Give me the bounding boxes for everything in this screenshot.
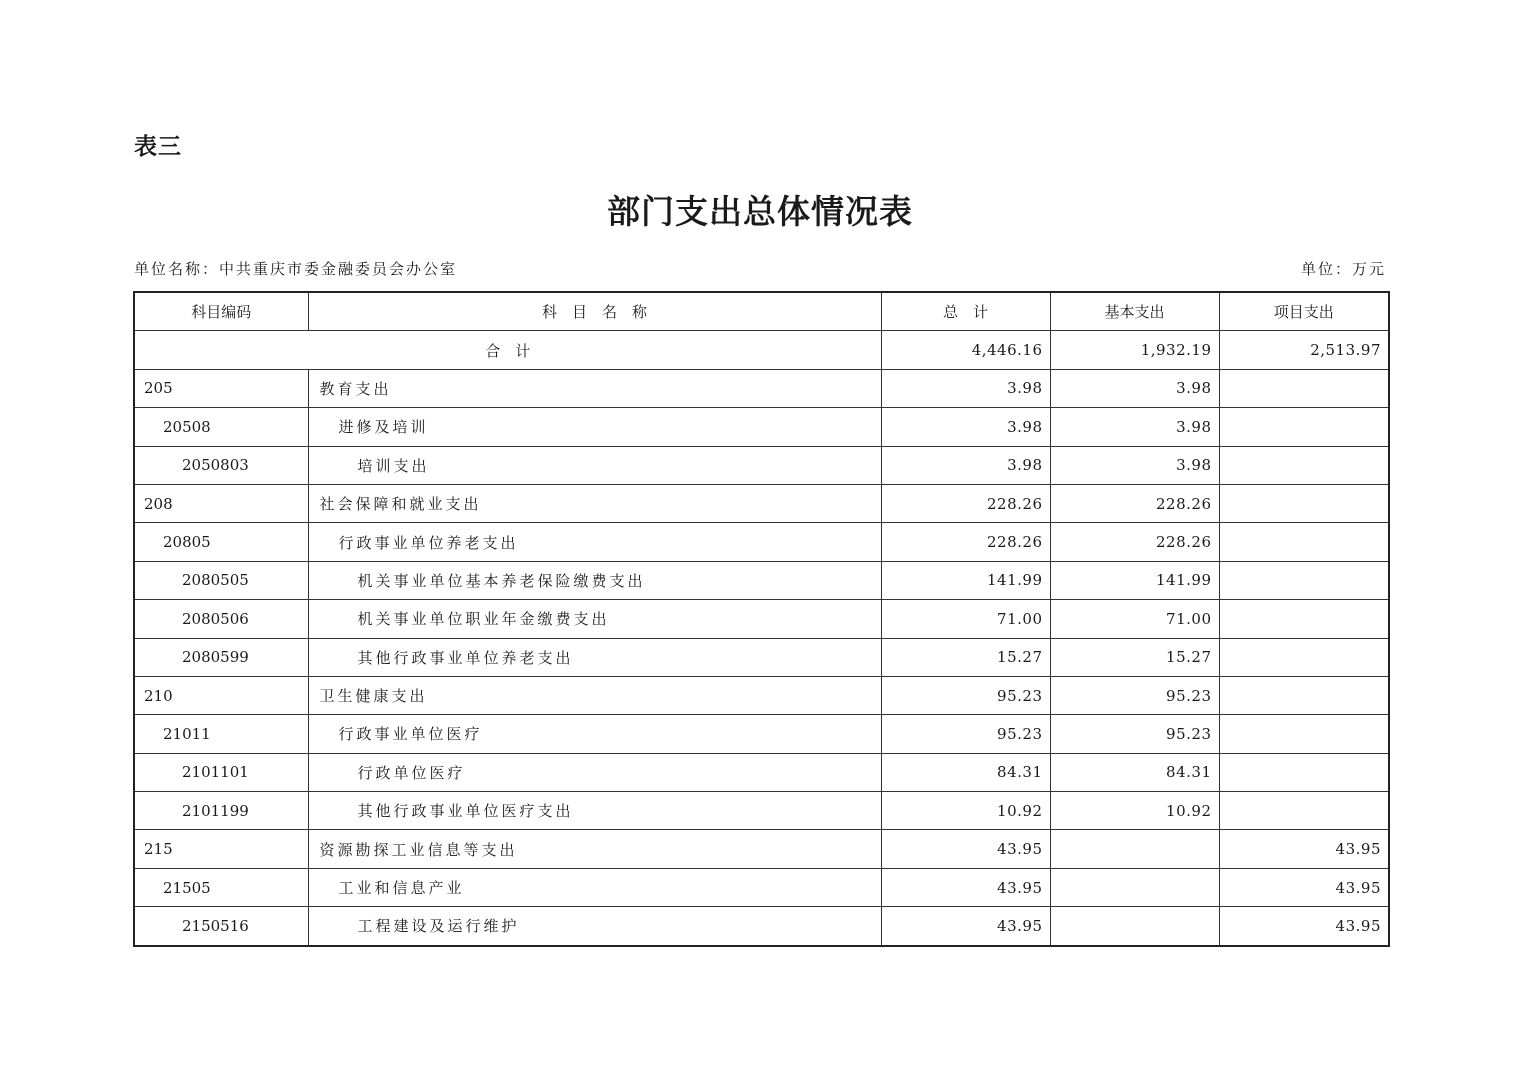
table-row bbox=[134, 907, 1389, 946]
expenditure-table bbox=[133, 291, 1390, 947]
column-header-total: 总 计 bbox=[881, 292, 1050, 331]
code-cell: 205 bbox=[134, 369, 308, 407]
table-row bbox=[134, 408, 1389, 446]
table-row bbox=[134, 446, 1389, 484]
code-cell: 208 bbox=[134, 484, 308, 522]
total-cell: 43.95 bbox=[881, 830, 1050, 868]
table-header bbox=[134, 292, 1389, 331]
total-cell: 228.26 bbox=[881, 523, 1050, 561]
name-cell: 培训支出 bbox=[308, 446, 881, 484]
basic-cell: 15.27 bbox=[1050, 638, 1219, 676]
total-cell: 3.98 bbox=[881, 446, 1050, 484]
total-cell: 95.23 bbox=[881, 715, 1050, 753]
basic-cell: 141.99 bbox=[1050, 561, 1219, 599]
name-cell: 其他行政事业单位医疗支出 bbox=[308, 792, 881, 830]
basic-cell bbox=[1050, 907, 1219, 946]
basic-cell bbox=[1050, 868, 1219, 906]
code-cell: 20805 bbox=[134, 523, 308, 561]
column-header-project: 项目支出 bbox=[1219, 292, 1389, 331]
basic-cell: 3.98 bbox=[1050, 446, 1219, 484]
basic-cell: 228.26 bbox=[1050, 523, 1219, 561]
total-cell: 84.31 bbox=[881, 753, 1050, 791]
basic-cell: 95.23 bbox=[1050, 676, 1219, 714]
code-cell: 21011 bbox=[134, 715, 308, 753]
unit-name: 单位名称：中共重庆市委金融委员会办公室 bbox=[134, 260, 458, 278]
code-cell: 2050803 bbox=[134, 446, 308, 484]
code-cell: 215 bbox=[134, 830, 308, 868]
code-cell: 2101101 bbox=[134, 753, 308, 791]
project-cell bbox=[1219, 638, 1389, 676]
project-cell bbox=[1219, 753, 1389, 791]
total-cell: 95.23 bbox=[881, 676, 1050, 714]
basic-cell: 3.98 bbox=[1050, 408, 1219, 446]
code-cell: 2080506 bbox=[134, 600, 308, 638]
table-row bbox=[134, 676, 1389, 714]
name-cell: 教育支出 bbox=[308, 369, 881, 407]
code-cell: 2101199 bbox=[134, 792, 308, 830]
project-cell bbox=[1219, 446, 1389, 484]
table-row bbox=[134, 561, 1389, 599]
name-cell: 工业和信息产业 bbox=[308, 868, 881, 906]
basic-cell: 3.98 bbox=[1050, 369, 1219, 407]
table-label: 表三 bbox=[134, 134, 182, 160]
name-cell: 行政事业单位医疗 bbox=[308, 715, 881, 753]
total-cell: 141.99 bbox=[881, 561, 1050, 599]
code-cell: 20508 bbox=[134, 408, 308, 446]
basic-cell: 84.31 bbox=[1050, 753, 1219, 791]
name-cell: 资源勘探工业信息等支出 bbox=[308, 830, 881, 868]
name-cell: 行政单位医疗 bbox=[308, 753, 881, 791]
name-cell: 其他行政事业单位养老支出 bbox=[308, 638, 881, 676]
name-cell: 卫生健康支出 bbox=[308, 676, 881, 714]
project-cell bbox=[1219, 561, 1389, 599]
column-header-basic: 基本支出 bbox=[1050, 292, 1219, 331]
basic-cell: 71.00 bbox=[1050, 600, 1219, 638]
project-cell bbox=[1219, 369, 1389, 407]
meta-row bbox=[134, 258, 1386, 282]
total-basic-cell: 1,932.19 bbox=[1050, 331, 1219, 369]
total-cell: 3.98 bbox=[881, 369, 1050, 407]
table-row bbox=[134, 484, 1389, 522]
project-cell: 43.95 bbox=[1219, 907, 1389, 946]
total-cell: 43.95 bbox=[881, 868, 1050, 906]
table-row bbox=[134, 830, 1389, 868]
project-cell: 43.95 bbox=[1219, 868, 1389, 906]
project-cell bbox=[1219, 600, 1389, 638]
code-cell: 2150516 bbox=[134, 907, 308, 946]
column-header-name: 科 目 名 称 bbox=[308, 292, 881, 331]
total-cell: 10.92 bbox=[881, 792, 1050, 830]
unit-measure: 单位：万元 bbox=[1300, 260, 1386, 278]
table-row bbox=[134, 792, 1389, 830]
code-cell: 21505 bbox=[134, 868, 308, 906]
name-cell: 工程建设及运行维护 bbox=[308, 907, 881, 946]
project-cell bbox=[1219, 408, 1389, 446]
table-row bbox=[134, 715, 1389, 753]
project-cell bbox=[1219, 484, 1389, 522]
total-project-cell: 2,513.97 bbox=[1219, 331, 1389, 369]
project-cell bbox=[1219, 523, 1389, 561]
total-cell: 43.95 bbox=[881, 907, 1050, 946]
name-cell: 机关事业单位职业年金缴费支出 bbox=[308, 600, 881, 638]
table-row bbox=[134, 523, 1389, 561]
code-cell: 2080599 bbox=[134, 638, 308, 676]
table-row bbox=[134, 369, 1389, 407]
table-row bbox=[134, 868, 1389, 906]
header-row bbox=[134, 292, 1389, 331]
basic-cell: 10.92 bbox=[1050, 792, 1219, 830]
total-cell: 15.27 bbox=[881, 638, 1050, 676]
table-row bbox=[134, 600, 1389, 638]
table-body bbox=[134, 331, 1389, 946]
total-cell: 228.26 bbox=[881, 484, 1050, 522]
total-label: 合 计 bbox=[134, 331, 881, 369]
basic-cell bbox=[1050, 830, 1219, 868]
total-cell: 71.00 bbox=[881, 600, 1050, 638]
page-title: 部门支出总体情况表 bbox=[607, 192, 913, 231]
code-cell: 2080505 bbox=[134, 561, 308, 599]
total-row bbox=[134, 331, 1389, 369]
table-row bbox=[134, 753, 1389, 791]
name-cell: 行政事业单位养老支出 bbox=[308, 523, 881, 561]
project-cell: 43.95 bbox=[1219, 830, 1389, 868]
name-cell: 机关事业单位基本养老保险缴费支出 bbox=[308, 561, 881, 599]
project-cell bbox=[1219, 676, 1389, 714]
code-cell: 210 bbox=[134, 676, 308, 714]
name-cell: 社会保障和就业支出 bbox=[308, 484, 881, 522]
name-cell: 进修及培训 bbox=[308, 408, 881, 446]
project-cell bbox=[1219, 792, 1389, 830]
basic-cell: 228.26 bbox=[1050, 484, 1219, 522]
total-total-cell: 4,446.16 bbox=[881, 331, 1050, 369]
column-header-code: 科目编码 bbox=[134, 292, 308, 331]
basic-cell: 95.23 bbox=[1050, 715, 1219, 753]
project-cell bbox=[1219, 715, 1389, 753]
total-cell: 3.98 bbox=[881, 408, 1050, 446]
table-row bbox=[134, 638, 1389, 676]
